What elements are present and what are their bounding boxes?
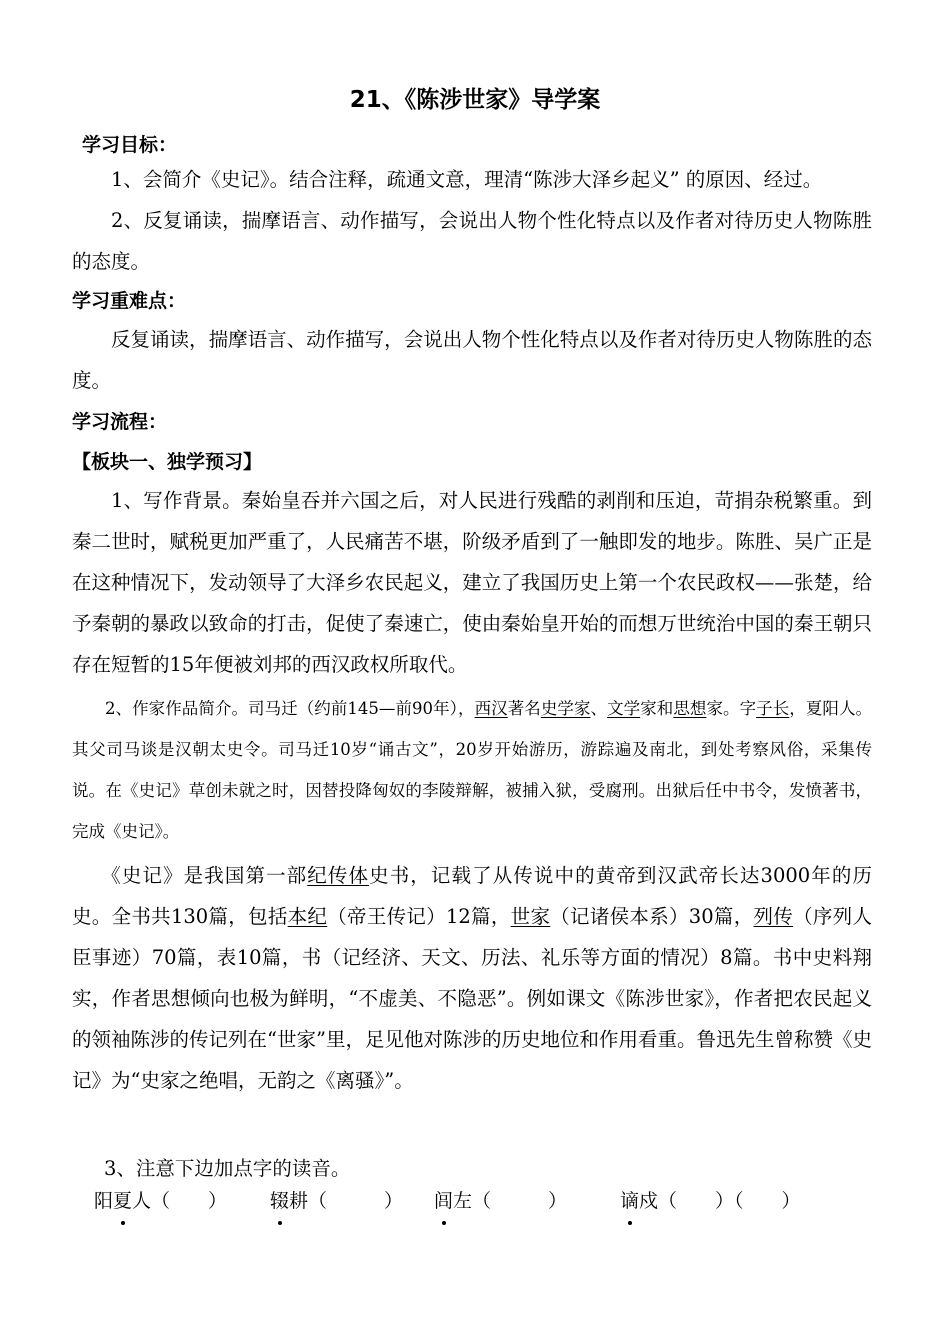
item-text: 阳 [94,1190,114,1212]
underlined-term: 列传 [753,905,794,928]
author-text: 2、作家作品简介。司马迁（约前145—前90年）， [105,699,475,718]
pronunciation-heading: 3、注意下边加点字的读音。 [104,1157,351,1180]
underlined-term: 世家 [510,905,551,928]
block-one-heading: 【板块一、独学预习】 [72,451,263,473]
dotted-char: 辍 [270,1186,289,1216]
shiji-text: （序列人臣事迹）70篇，表10篇，书（记经济、天文、历法、礼乐等方面的情况）8篇。书中史料翔实，作者思想倾向也极为鲜明，“不虚美、不隐恶”。例如课文《陈涉世家》，作者把农民起义的领袖陈涉的传记列在“世家”里，足见他对陈涉的历史地位和作用看重。鲁迅先生曾称赞《史记》为“史家之绝唱，无韵之《离骚》”。 [72,905,872,1092]
item-text: 耕（ ） [289,1190,404,1212]
author-text: 著名 [507,699,541,718]
shiji-text: （帝王传记）12篇， [327,905,511,928]
pronunciation-item [94,1186,227,1216]
pronunciation-item [434,1186,567,1216]
underlined-term: 本纪 [287,905,328,928]
dotted-char: 闾 [434,1186,453,1216]
dotted-char: 夏 [113,1186,132,1216]
item-text: 戍（ ）（ ） [639,1190,801,1212]
author-text: 家。字 [706,699,757,718]
shiji-paragraph [72,855,872,1101]
author-text: 、 [590,699,608,718]
pronunciation-item [270,1186,403,1216]
pronunciation-item [620,1186,801,1216]
underlined-term: 子长 [756,699,790,718]
author-text: 家和 [640,699,674,718]
item-text: 人（ ） [132,1190,228,1212]
shiji-text: 史书，记载了从传说中的黄帝到汉武帝长达3000年的历史。全书共130篇，包括 [72,864,872,928]
author-text: ，夏阳人。其父司马谈是汉朝太史令。司马迁10岁“诵古文”，20岁开始游历，游踪遍及南北，到处考察风俗，采集传说。在《史记》草创未就之时，因替投降匈奴的李陵辩解，被捕入狱，受腐刑。出狱后任中书令，发愤著书，完成《史记》。 [72,699,872,841]
shiji-text: 《史记》是我国第一部 [101,864,308,887]
author-paragraph [72,688,872,852]
underlined-term: 史学家 [540,699,591,718]
page-title: 21、《陈涉世家》导学案 [349,87,601,113]
underlined-term: 西汉 [474,699,508,718]
shiji-text: （记诸侯本系）30篇， [550,905,754,928]
background-paragraph: 1、写作背景。秦始皇吞并六国之后，对人民进行残酷的剥削和压迫，苛捐杂税繁重。到秦二世时，赋税更加严重了，人民痛苦不堪，阶级矛盾到了一触即发的地步。陈胜、吴广正是在这种情况下，发动领导了大泽乡农民起义，建立了我国历史上第一个农民政权——张楚，给予秦朝的暴政以致命的打击，促使了秦速亡，使由秦始皇开始的而想万世统治中国的秦王朝只存在短暂的15年便被刘邦的西汉政权所取代。 [72,489,872,676]
key-points-text: 反复诵读，揣摩语言、动作描写，会说出人物个性化特点以及作者对待历史人物陈胜的态度。 [72,328,872,392]
underlined-term: 纪传体 [307,864,370,887]
underlined-term: 文学 [607,699,641,718]
dotted-char: 谪 [620,1186,639,1216]
item-text: 左（ ） [453,1190,568,1212]
objective-item-2: 2、反复诵读，揣摩语言、动作描写，会说出人物个性化特点以及作者对待历史人物陈胜的态度。 [72,209,872,273]
underlined-term: 思想 [673,699,707,718]
objectives-heading: 学习目标： [82,134,178,156]
process-heading: 学习流程： [72,411,168,433]
key-points-heading: 学习重难点： [72,290,187,312]
objective-item-1: 1、会简介《史记》。结合注释，疏通文意，理清“陈涉大泽乡起义” 的原因、经过。 [111,168,823,191]
